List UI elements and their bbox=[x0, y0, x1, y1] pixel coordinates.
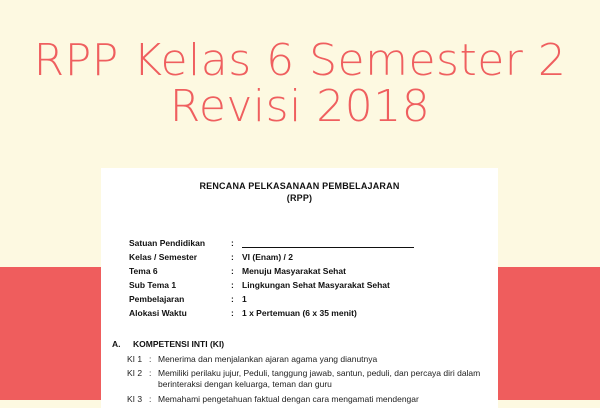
ki-text: Menerima dan menjalankan ajaran agama yang dianutnya bbox=[158, 354, 378, 364]
ki-colon: : bbox=[149, 368, 152, 378]
identity-label: Pembelajaran bbox=[129, 294, 185, 304]
identity-row bbox=[129, 308, 357, 320]
identity-colon: : bbox=[231, 266, 234, 276]
section-title: KOMPETENSI INTI (KI) bbox=[133, 339, 225, 349]
document-subtitle: (RPP) bbox=[286, 193, 313, 203]
ki-text: Memahami pengetahuan faktual dengan cara mengamati mendengar bbox=[158, 394, 419, 404]
headline bbox=[0, 35, 600, 132]
identity-row bbox=[129, 280, 390, 292]
document-title: RENCANA PELKASANAAN PEMBELAJARAN bbox=[199, 181, 400, 191]
identity-value: Menuju Masyarakat Sehat bbox=[242, 266, 346, 276]
identity-colon: : bbox=[231, 308, 234, 318]
ki-label: KI 3 bbox=[127, 394, 143, 404]
identity-label: Satuan Pendidikan bbox=[129, 238, 206, 248]
ki-colon: : bbox=[149, 394, 152, 404]
ki-row bbox=[127, 354, 488, 365]
identity-value: 1 x Pertemuan (6 x 35 menit) bbox=[242, 308, 357, 318]
identity-colon: : bbox=[231, 280, 234, 290]
ki-text: Memiliki perilaku jujur, Peduli, tanggung jawab, santun, peduli, dan percaya diri dalam berinteraksi dengan keluarga, teman dan guru bbox=[158, 368, 481, 389]
identity-row bbox=[129, 266, 346, 278]
identity-colon: : bbox=[231, 252, 234, 262]
identity-row bbox=[129, 252, 293, 264]
document-page bbox=[101, 168, 498, 408]
identity-label: Sub Tema 1 bbox=[129, 280, 177, 290]
identity-value-blank-line bbox=[242, 238, 414, 248]
identity-label: Kelas / Semester bbox=[129, 252, 198, 262]
identity-value: Lingkungan Sehat Masyarakat Sehat bbox=[242, 280, 390, 290]
ki-label: KI 2 bbox=[127, 368, 143, 378]
identity-value: VI (Enam) / 2 bbox=[242, 252, 294, 262]
identity-row bbox=[129, 238, 414, 250]
identity-value: 1 bbox=[242, 294, 247, 304]
identity-label: Alokasi Waktu bbox=[129, 308, 187, 318]
ki-row bbox=[127, 368, 488, 390]
identity-label: Tema 6 bbox=[129, 266, 158, 276]
ki-colon: : bbox=[149, 354, 152, 364]
section-heading bbox=[112, 339, 224, 349]
ki-label: KI 1 bbox=[127, 354, 143, 364]
headline-line-2: Revisi 2018 bbox=[169, 81, 431, 132]
section-letter: A. bbox=[112, 339, 121, 349]
identity-row bbox=[129, 294, 247, 306]
identity-colon: : bbox=[231, 238, 234, 248]
headline-line-1: RPP Kelas 6 Semester 2 bbox=[33, 35, 567, 86]
identity-colon: : bbox=[231, 294, 234, 304]
